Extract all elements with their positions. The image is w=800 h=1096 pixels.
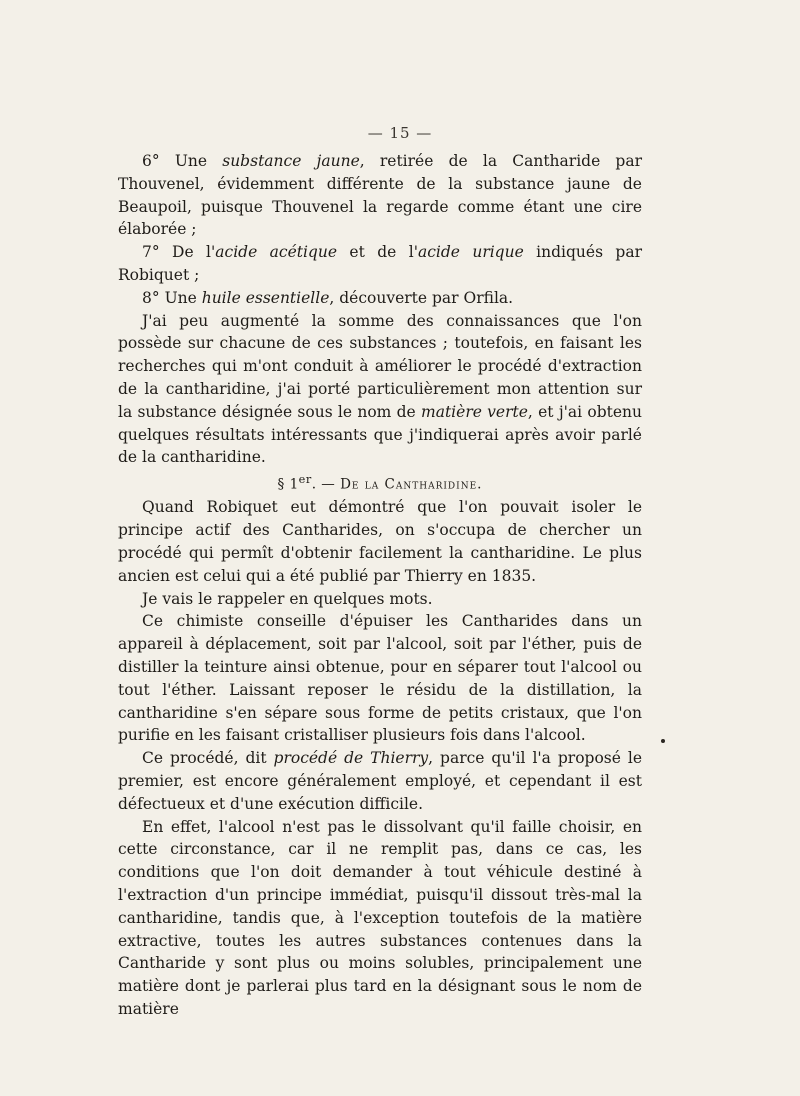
- section-heading: § 1er. — De la Cantharidine.: [277, 473, 483, 493]
- paragraph-5: En effet, l'alcool n'est pas le dissolvant qu'il faille choisir, en cette circonstance, car il ne remplit pas, dans ce cas, les conditions que l'on doit demander à tout véhicule destiné à l'extraction d'un principe immédiat, puisqu'il dissout très-mal la cantharidine, tandis que, à l'exception toutefois de la matière extractive, toutes les autres substances contenues dans la Cantharide y sont plus ou moins solubles, principalement une matière dont je parlerai plus tard en la désignant sous le nom de matière: [118, 817, 642, 1018]
- paragraph-intro: J'ai peu augmenté la somme des connaissances que l'on possède sur chacune de ces substances ; toutefois, en faisant les recherches qui m'ont conduit à améliorer le procédé d'extraction de la cantharidine, j'ai porté particulièrement mon attention sur la substance désignée sous le nom de matière verte, et j'ai obtenu quelques résultats intéressants que j'indiquerai après avoir parlé de la cantharidine.: [118, 311, 642, 467]
- body-text: [118, 150, 642, 1021]
- paragraph-4: Ce procédé, dit procédé de Thierry, parce qu'il l'a proposé le premier, est encore généralement employé, et cependant il est défectueux et d'une exécution difficile.: [118, 749, 642, 813]
- list-item-7: 7° De l'acide acétique et de l'acide urique indiqués par Robiquet ;: [118, 243, 643, 284]
- margin-ink-dot: [661, 739, 665, 743]
- page-number: — 15 —: [367, 124, 433, 142]
- paragraph-3: Ce chimiste conseille d'épuiser les Cantharides dans un appareil à déplacement, soit par l'alcool, soit par l'éther, puis de distiller la teinture ainsi obtenue, pour en séparer tout l'alcool ou tout l'éther. Laissant reposer le résidu de la distillation, la cantharidine s'en sépare sous forme de petits cristaux, que l'on purifie en les faisant cristalliser plusieurs fois dans l'alcool.: [118, 612, 642, 745]
- paragraph-2: Je vais le rappeler en quelques mots.: [142, 589, 433, 608]
- list-item-6: 6° Une substance jaune, retirée de la Cantharide par Thouvenel, évidemment différente de la substance jaune de Beaupoil, puisque Thouvenel la regarde comme étant une cire élaborée ;: [118, 152, 643, 239]
- list-item-8: 8° Une huile essentielle, découverte par Orfila.: [142, 288, 514, 307]
- paragraph-1: Quand Robiquet eut démontré que l'on pouvait isoler le principe actif des Cantharides, on s'occupa de chercher un procédé qui permît d'obtenir facilement la cantharidine. Le plus ancien est celui qui a été publié par Thierry en 1835.: [118, 498, 642, 585]
